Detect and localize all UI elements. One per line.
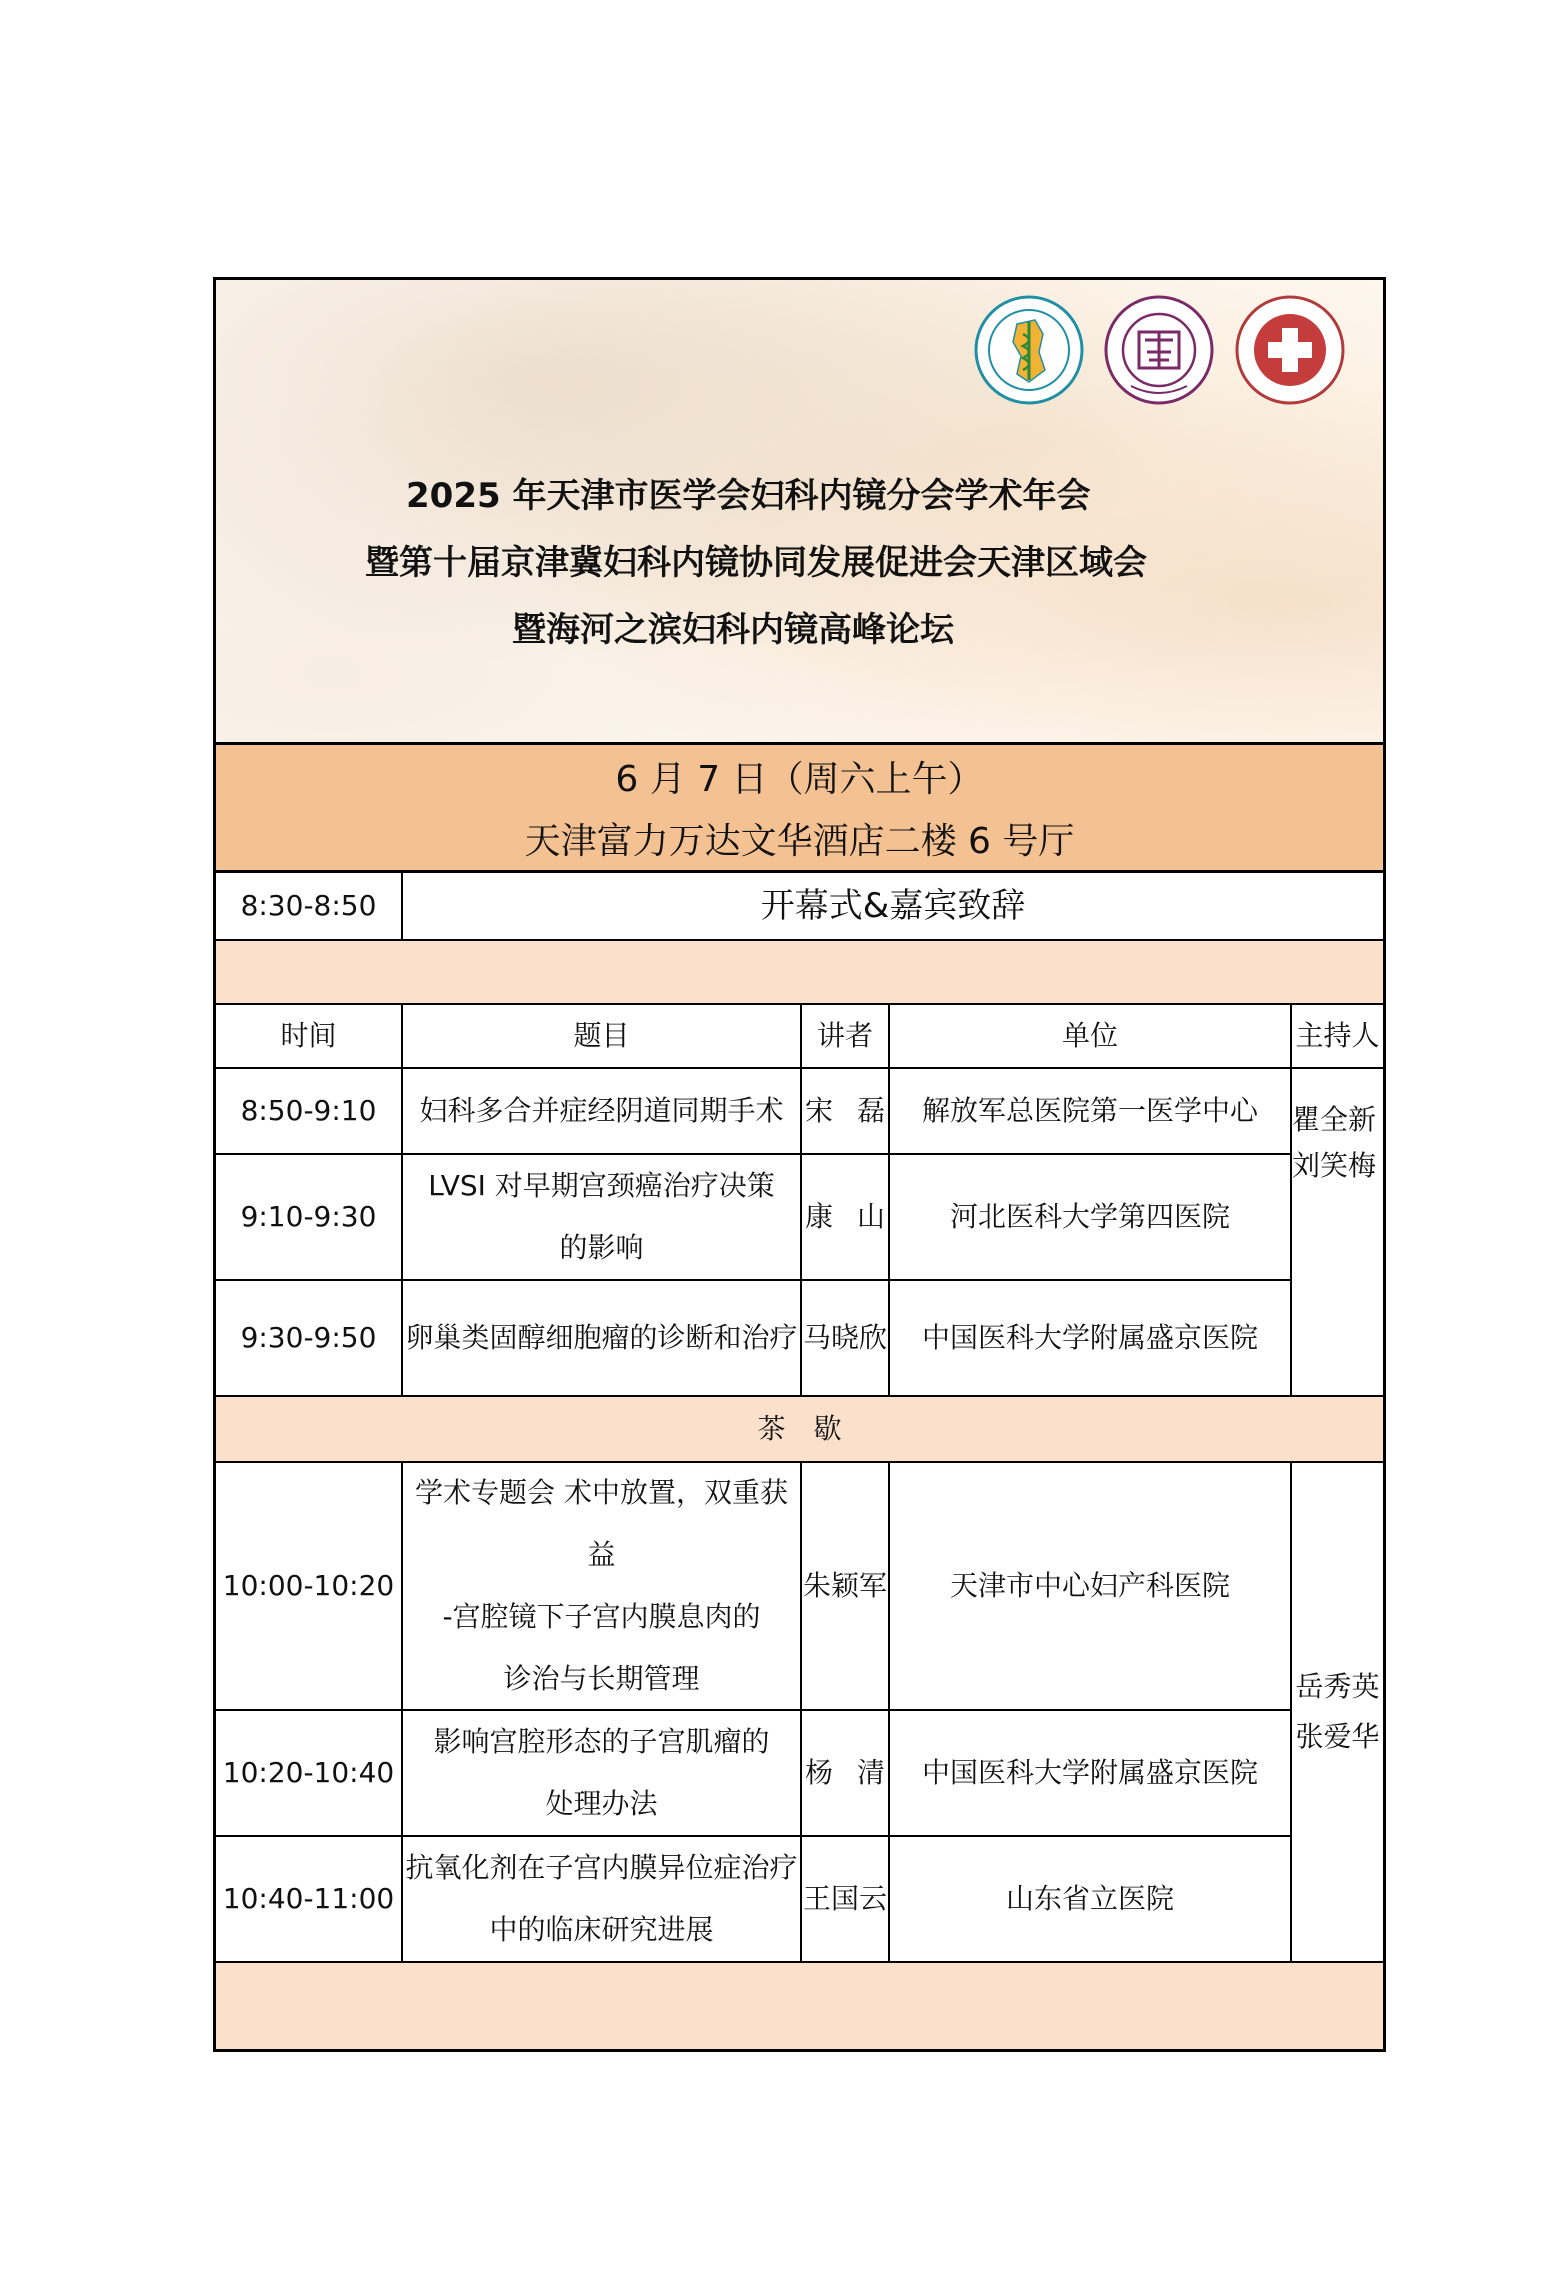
row-time: 8:50-9:10 [240, 1094, 377, 1127]
row-topic: 卵巢类固醇细胞瘤的诊断和治疗 [405, 1321, 798, 1354]
footer-band [216, 1963, 1383, 2049]
row-speaker: 宋 磊 [805, 1094, 885, 1127]
row-time: 10:20-10:40 [222, 1756, 395, 1789]
program-header [216, 280, 1383, 745]
row-org: 天津市中心妇产科医院 [949, 1569, 1230, 1602]
spacer-band [216, 941, 1383, 1003]
block2-hosts: 岳秀英 张爱华 [1295, 1670, 1380, 1753]
session-date: 6 月 7 日（周六上午） [615, 759, 984, 800]
divider [401, 1003, 403, 1397]
title-line-2: 暨第十届京津冀妇科内镜协同发展促进会天津区域会 [365, 543, 1147, 583]
session-header [216, 745, 1383, 873]
title-line-1: 2025 年天津市医学会妇科内镜分会学术年会 [406, 476, 1091, 516]
divider [800, 1003, 802, 1397]
title-line-3: 暨海河之滨妇科内镜高峰论坛 [512, 610, 954, 650]
col-header-topic: 题目 [573, 1019, 630, 1052]
row-speaker: 朱颖军 [802, 1569, 887, 1602]
row-time: 9:10-9:30 [240, 1200, 377, 1233]
divider [401, 873, 403, 939]
opening-time: 8:30-8:50 [240, 889, 377, 922]
block1-hosts: 瞿全新 刘笑梅 [1292, 1103, 1377, 1182]
divider [800, 1461, 802, 1963]
row-topic: 抗氧化剂在子宫内膜异位症治疗 中的临床研究进展 [405, 1851, 798, 1946]
col-header-time: 时间 [280, 1019, 337, 1052]
row-topic: 妇科多合并症经阴道同期手术 [419, 1094, 784, 1127]
divider [401, 1461, 403, 1963]
row-org: 山东省立医院 [1005, 1882, 1174, 1915]
row-topic: 影响宫腔形态的子宫肌瘤的 处理办法 [433, 1725, 770, 1820]
row-speaker: 王国云 [802, 1882, 887, 1915]
opening-title: 开幕式&嘉宾致辞 [760, 886, 1026, 926]
row-speaker: 康 山 [805, 1200, 885, 1233]
col-header-org: 单位 [1061, 1019, 1118, 1052]
row-topic: 学术专题会 术中放置，双重获 益 -宫腔镜下子宫内膜息肉的 诊治与长期管理 [415, 1476, 788, 1695]
row-org: 中国医科大学附属盛京医院 [921, 1321, 1258, 1354]
row-speaker: 马晓欣 [802, 1321, 887, 1354]
nankai-university-logo [1103, 294, 1215, 406]
tianjin-central-hospital-logo [1234, 294, 1346, 406]
tianjin-medical-association-logo [973, 294, 1085, 406]
row-org: 河北医科大学第四医院 [949, 1200, 1230, 1233]
divider [1290, 1461, 1292, 1963]
row-time: 10:40-11:00 [222, 1882, 395, 1915]
row-speaker: 杨 清 [805, 1756, 885, 1789]
row-time: 10:00-10:20 [222, 1569, 395, 1602]
row-org: 解放军总医院第一医学中心 [921, 1094, 1258, 1127]
row-org: 中国医科大学附属盛京医院 [921, 1756, 1258, 1789]
col-header-host: 主持人 [1295, 1019, 1380, 1052]
divider [888, 1003, 890, 1397]
session-venue: 天津富力万达文华酒店二楼 6 号厅 [524, 821, 1075, 862]
row-time: 9:30-9:50 [240, 1321, 377, 1354]
col-header-speaker: 讲者 [816, 1019, 873, 1052]
divider [1290, 1003, 1292, 1397]
row-topic: LVSI 对早期宫颈癌治疗决策 的影响 [428, 1169, 775, 1264]
program-frame [213, 277, 1386, 2052]
divider [888, 1461, 890, 1963]
tea-break: 茶 歇 [757, 1412, 842, 1445]
